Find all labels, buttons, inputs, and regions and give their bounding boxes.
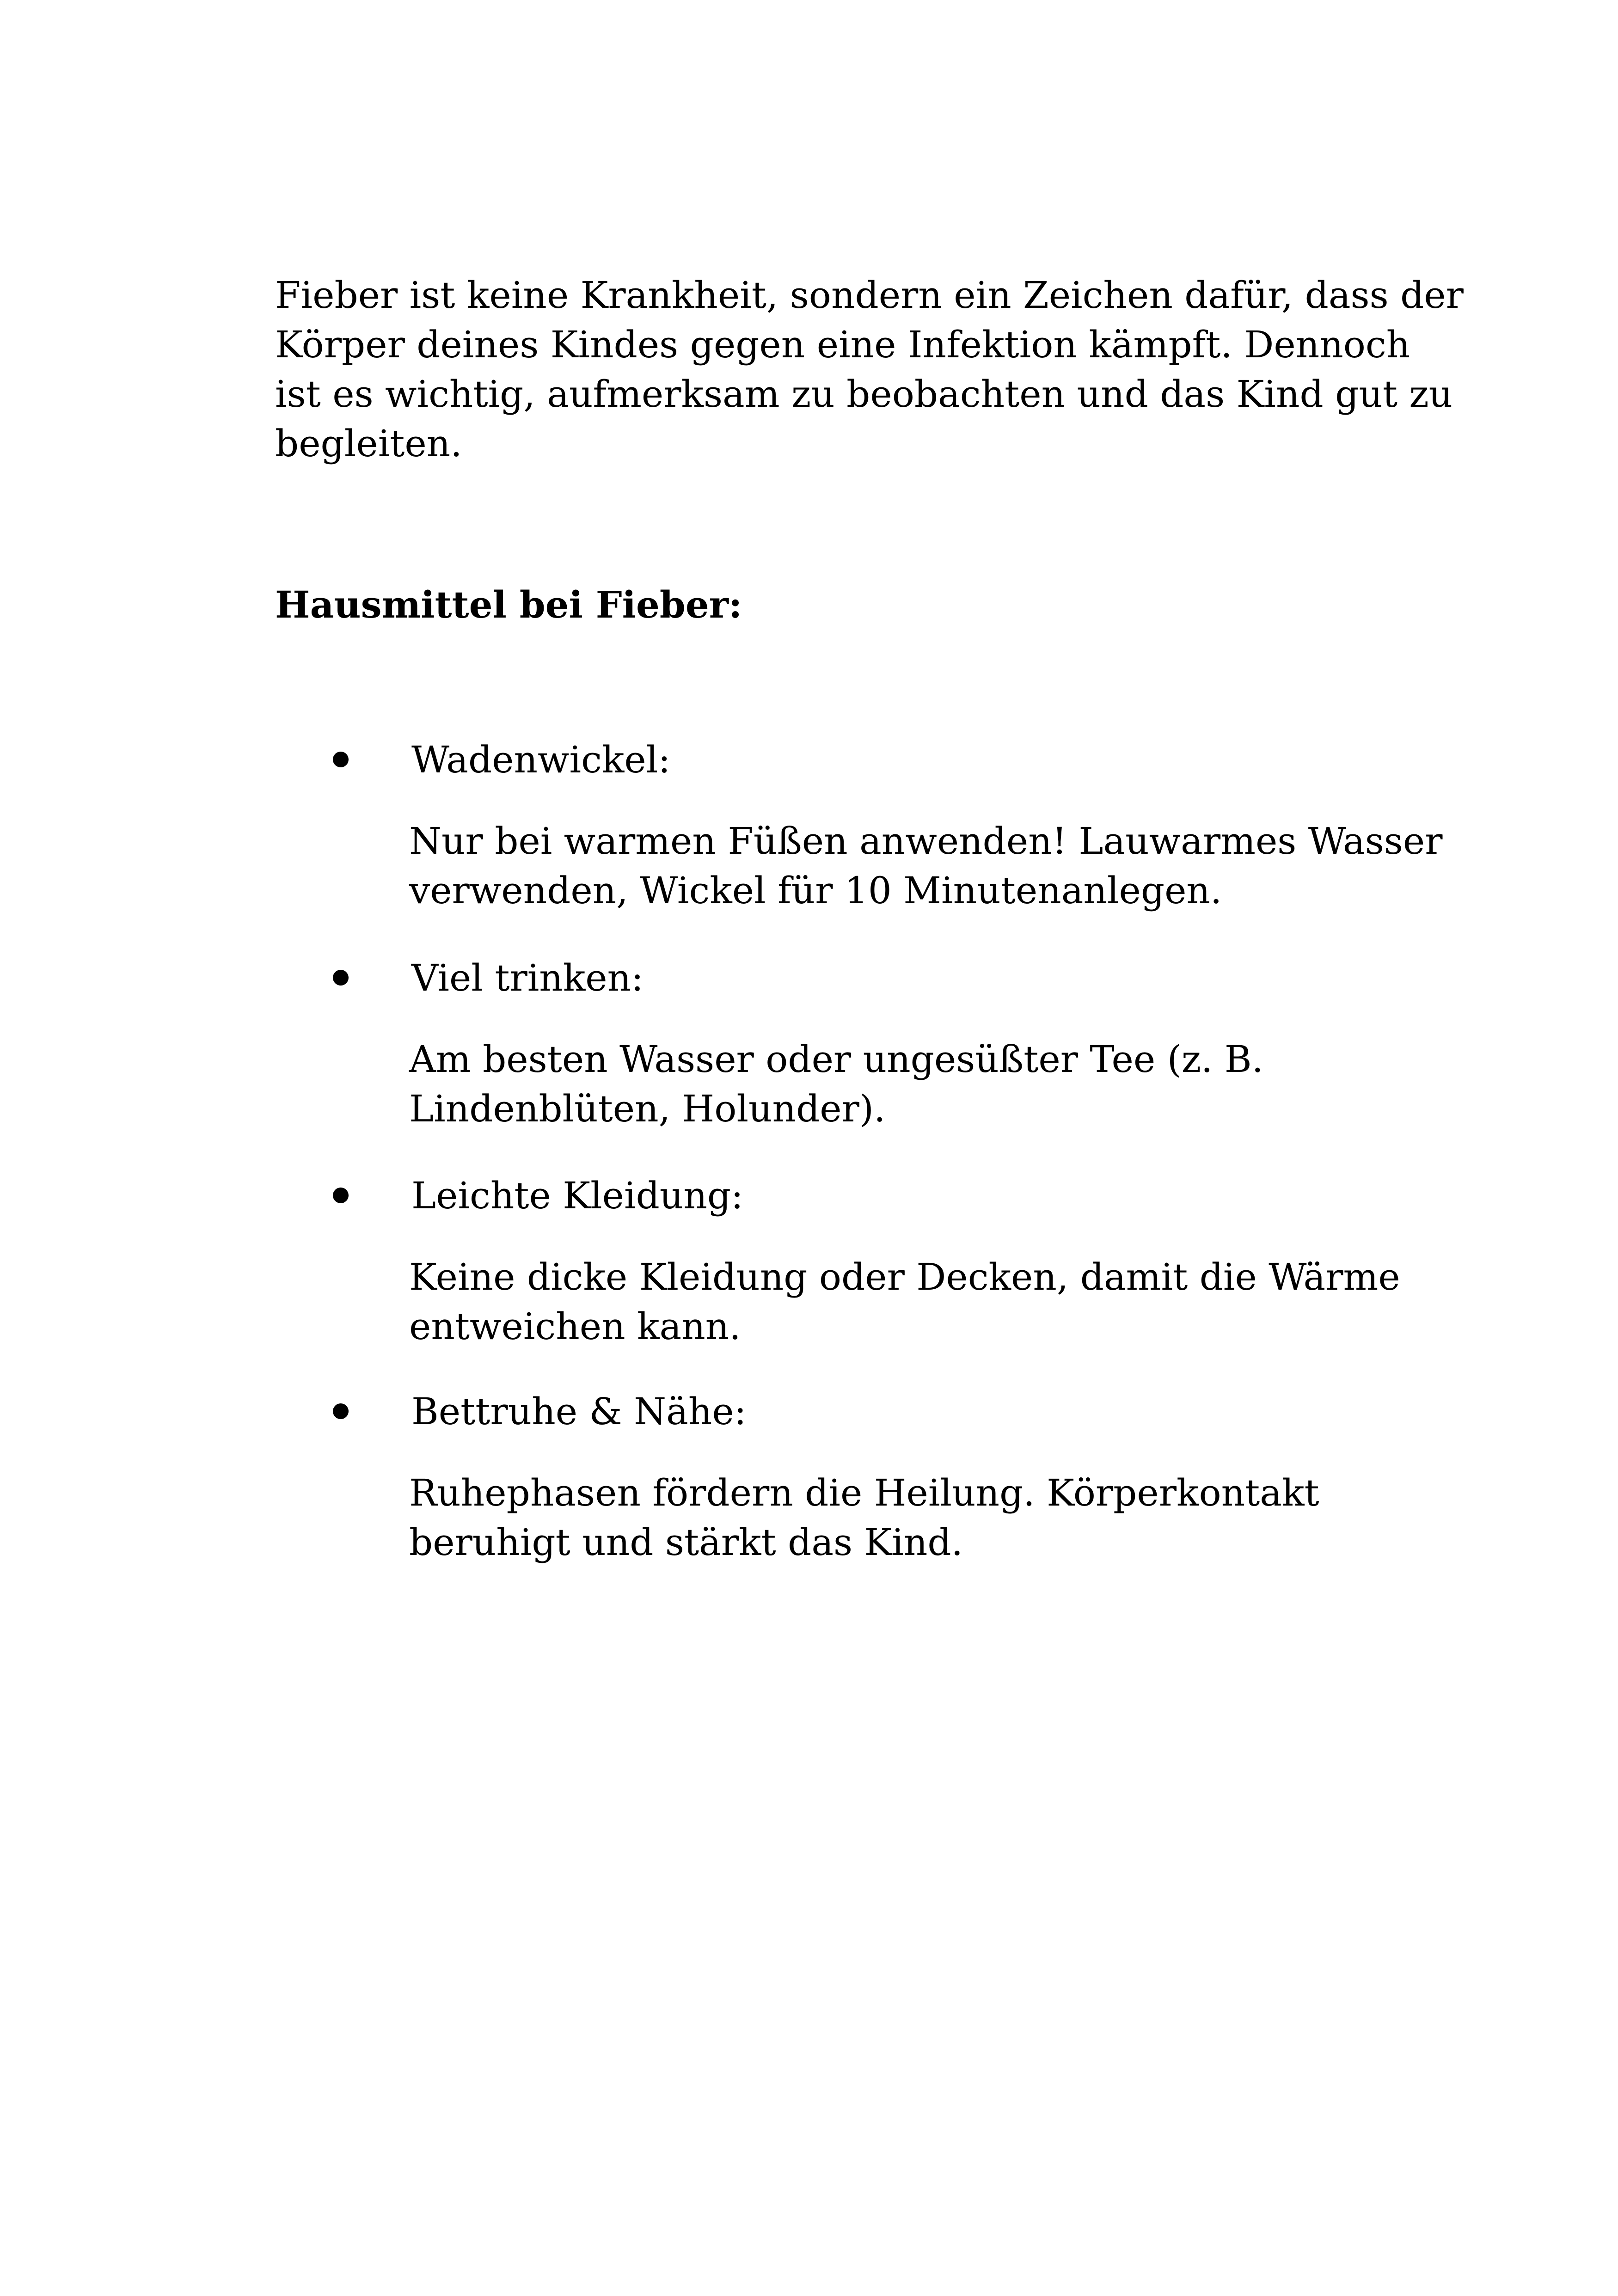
list-item-description (409, 816, 1442, 915)
description-line: entweichen kann. (409, 1305, 741, 1348)
bullet-icon (333, 1403, 349, 1419)
list-item-title: Wadenwickel: (411, 738, 671, 781)
bullet-icon (333, 1188, 349, 1203)
list-item-description (409, 1035, 1263, 1133)
description-line: verwenden, Wickel für 10 Minutenanlegen. (409, 869, 1222, 912)
description-line: Lindenblüten, Holunder). (409, 1087, 886, 1130)
description-line: Keine dicke Kleidung oder Decken, damit die Wärme (409, 1255, 1400, 1298)
list-item-title: Viel trinken: (411, 956, 644, 999)
intro-line: Fieber ist keine Krankheit, sondern ein Zeichen dafür, dass der (275, 274, 1464, 317)
intro-line: ist es wichtig, aufmerksam zu beobachten und das Kind gut zu (275, 373, 1453, 416)
section-heading: Hausmittel bei Fieber: (275, 583, 742, 626)
description-line: Ruhephasen fördern die Heilung. Körperkontakt (409, 1471, 1319, 1514)
list-item-title: Leichte Kleidung: (411, 1174, 744, 1217)
description-line: Nur bei warmen Füßen anwenden! Lauwarmes Wasser (409, 820, 1443, 863)
bullet-icon (333, 752, 349, 767)
intro-line: Körper deines Kindes gegen eine Infektion kämpft. Dennoch (275, 323, 1410, 366)
list-item-description (409, 1252, 1400, 1351)
description-line: Am besten Wasser oder ungesüßter Tee (z. B. (409, 1038, 1264, 1081)
list-item-title: Bettruhe & Nähe: (411, 1390, 747, 1433)
intro-line: begleiten. (275, 422, 462, 465)
bullet-icon (333, 970, 349, 986)
description-line: beruhigt und stärkt das Kind. (409, 1521, 963, 1564)
list-item-description (409, 1468, 1319, 1567)
intro-paragraph (275, 270, 1464, 468)
